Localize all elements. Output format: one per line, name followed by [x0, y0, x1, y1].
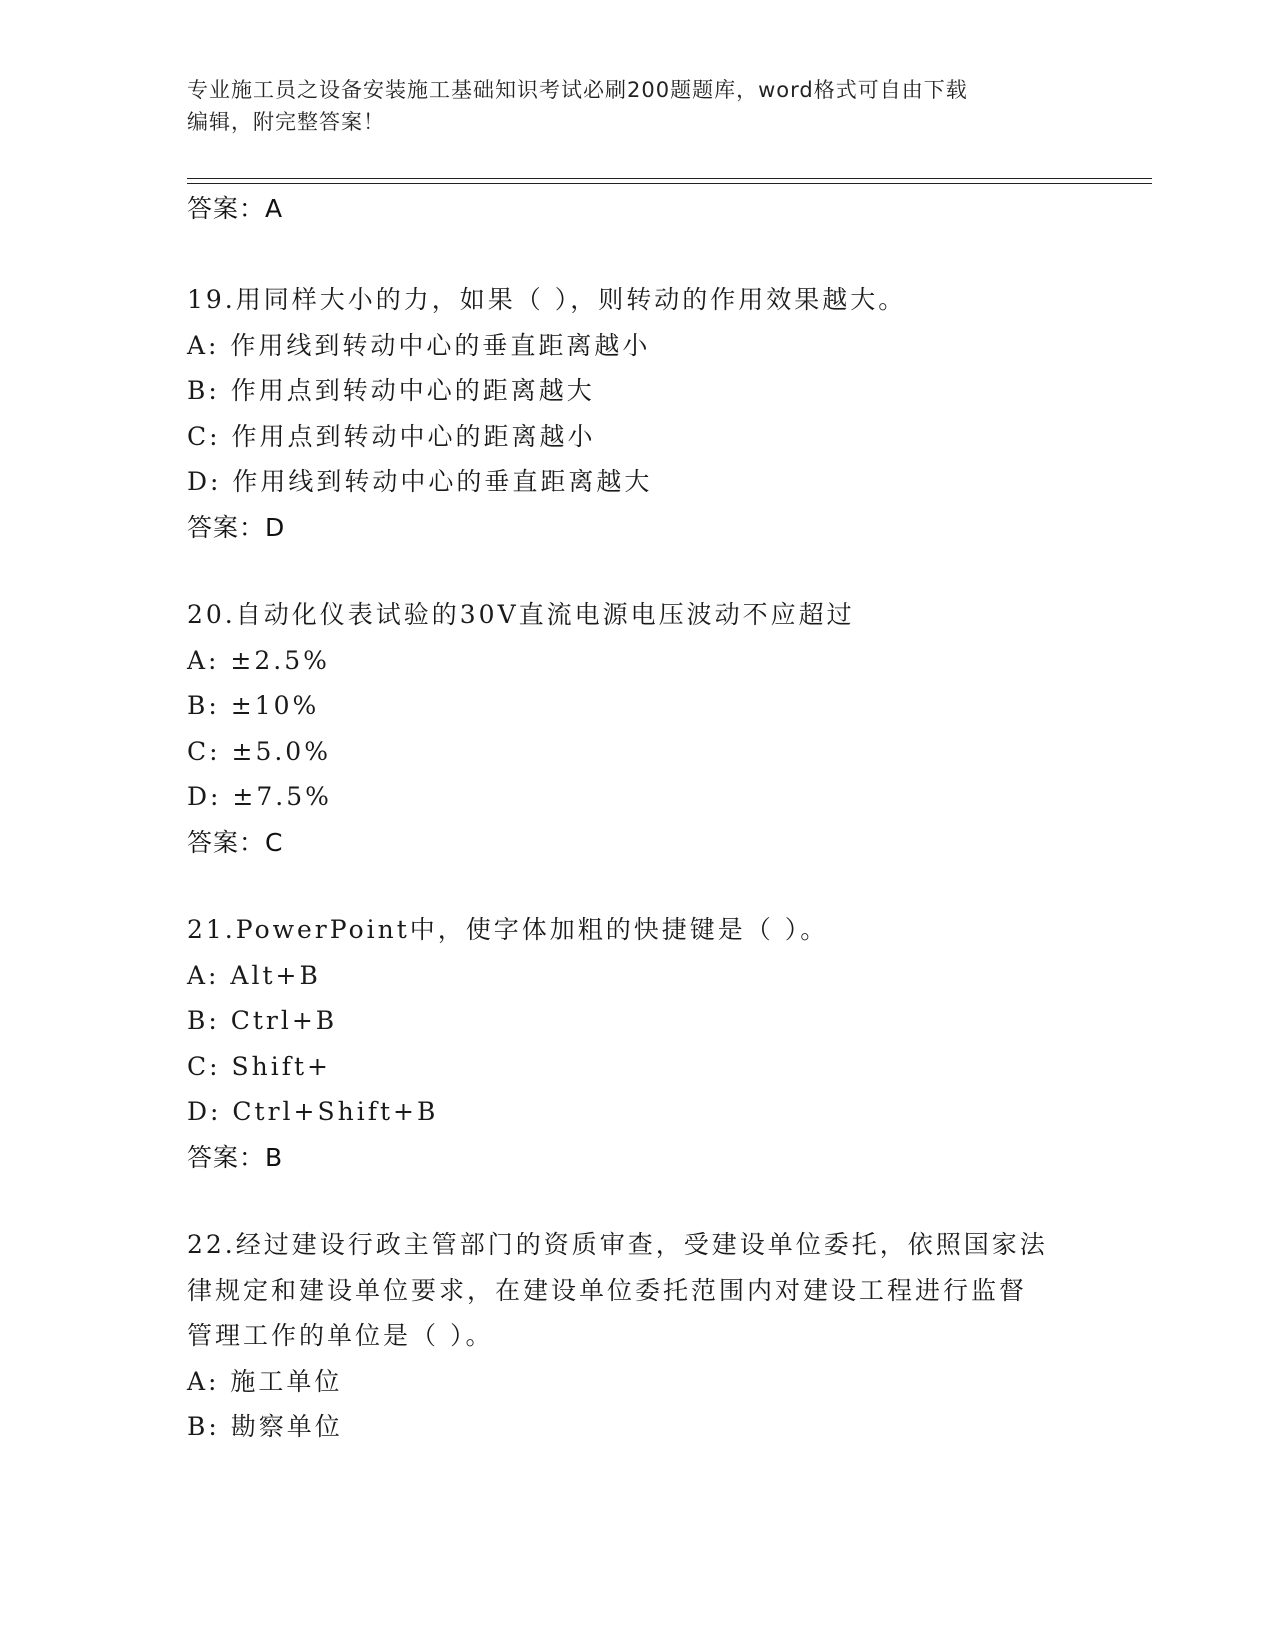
question-text: 19.用同样大小的力，如果（ ），则转动的作用效果越大。: [187, 285, 907, 314]
option-d: D: 作用线到转动中心的垂直距离越大: [187, 467, 653, 496]
question-text-line: 22.经过建设行政主管部门的资质审查，受建设单位委托，依照国家法: [187, 1230, 1048, 1259]
answer-label: 答案：D: [187, 512, 286, 542]
question-text: 21.PowerPoint中，使字体加粗的快捷键是（ ）。: [187, 915, 829, 944]
answer-label: 答案：A: [187, 194, 284, 223]
option-a: A: 作用线到转动中心的垂直距离越小: [187, 330, 651, 360]
option-c: C: ±5.0%: [187, 736, 331, 766]
option-a: A: Alt+B: [187, 960, 321, 990]
document-header: [187, 74, 1067, 138]
option-b: B: ±10%: [187, 691, 320, 720]
answer-label: 答案：B: [187, 1142, 284, 1172]
question-21: [187, 907, 1087, 1180]
question-text: [187, 1222, 1067, 1359]
answer-label: 答案：C: [187, 827, 284, 857]
question-text-line: 律规定和建设单位要求，在建设单位委托范围内对建设工程进行监督: [187, 1275, 1028, 1305]
header-rule-bottom: [187, 183, 1152, 184]
option-b: B: Ctrl+B: [187, 1006, 338, 1035]
option-a: A: ±2.5%: [187, 645, 330, 675]
option-d: D: Ctrl+Shift+B: [187, 1097, 439, 1126]
header-line-1: 专业施工员之设备安装施工基础知识考试必刷200题题库，word格式可自由下载: [187, 78, 968, 102]
question-19: [187, 277, 1087, 550]
header-rule-top: [187, 178, 1152, 179]
option-a: A: 施工单位: [187, 1366, 343, 1396]
option-c: C: 作用点到转动中心的距离越小: [187, 421, 596, 451]
question-20: [187, 592, 1087, 865]
question-text: 20.自动化仪表试验的30V直流电源电压波动不应超过: [187, 600, 855, 629]
option-d: D: ±7.5%: [187, 782, 332, 811]
option-c: C: Shift+: [187, 1051, 331, 1081]
answer-block-q18: [187, 186, 1087, 232]
option-b: B: 作用点到转动中心的距离越大: [187, 376, 595, 405]
header-line-2: 编辑，附完整答案！: [187, 110, 385, 134]
question-text-line: 管理工作的单位是（ ）。: [187, 1321, 494, 1350]
question-22: [187, 1222, 1087, 1450]
option-b: B: 勘察单位: [187, 1412, 343, 1441]
